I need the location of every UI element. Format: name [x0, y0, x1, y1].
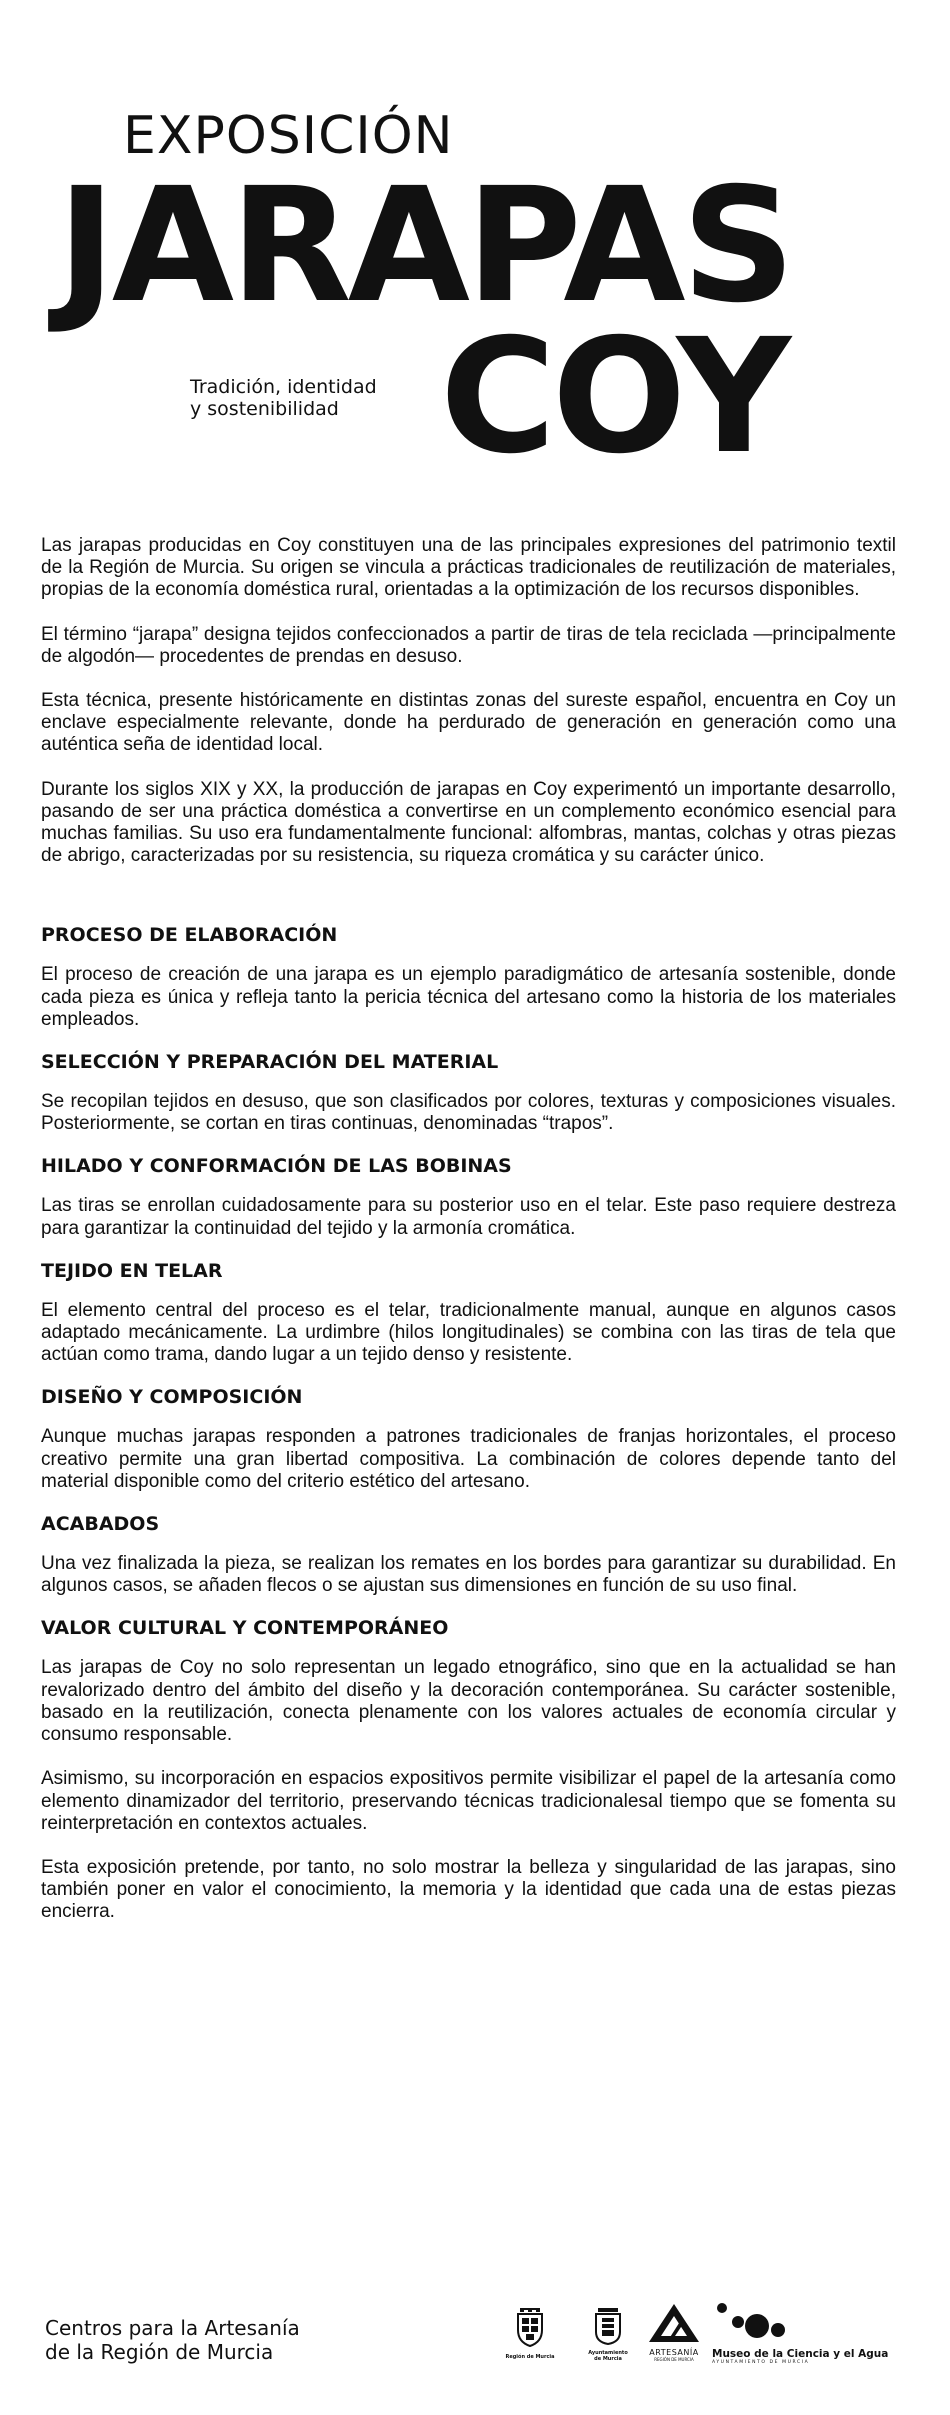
section-tejido — [41, 1259, 896, 1367]
poster-header — [0, 0, 950, 520]
intro-block — [41, 535, 896, 867]
ayuntamiento-crest-icon — [580, 2302, 636, 2346]
section-text-seleccion: Se recopilan tejidos en desuso, que son clasificados por colores, texturas y composiciones visuales. Posteriormente, se cortan en tiras continuas, denominadas “trapos”. — [41, 1091, 896, 1135]
centros-line-1: Centros para la Artesanía — [45, 2316, 300, 2340]
centros-artesania-text — [45, 2316, 300, 2364]
section-title-tejido: TEJIDO EN TELAR — [41, 1259, 223, 1282]
tagline-line-2: y sostenibilidad — [190, 398, 339, 420]
section-text-valor-1: Las jarapas de Coy no solo representan un legado etnográfico, sino que en la actualidad se han revalorizado dentro del ámbito del diseño y la decoración contemporánea. Su carácter sostenible, basado en la reutilización, conecta plenamente con los valores actuales de economía circular y consumo responsable. — [41, 1657, 896, 1746]
ayuntamiento-caption-2: de Murcia — [594, 2356, 622, 2362]
museo-dots-icon — [712, 2300, 802, 2340]
poster-body — [41, 535, 896, 1946]
section-text-proceso: El proceso de creación de una jarapa es un ejemplo paradigmático de artesanía sostenible, donde cada pieza es única y refleja tanto la pericia técnica del artesano como la historia de los materiales empleados. — [41, 964, 896, 1030]
artesania-triangle-icon — [645, 2302, 703, 2344]
artesania-caption: ARTESANÍA — [649, 2348, 699, 2357]
section-text-valor-2: Asimismo, su incorporación en espacios expositivos permite visibilizar el papel de la artesanía como elemento dinamizador del territorio, preservando técnicas tradicionalesal tiempo que se fomenta su reinterpretación en contextos actuales. — [41, 1768, 896, 1834]
ayuntamiento-murcia-logo — [580, 2302, 636, 2362]
section-seleccion — [41, 1050, 896, 1135]
section-text-diseno: Aunque muchas jarapas responden a patrones tradicionales de franjas horizontales, el proceso creativo permite una gran libertad compositiva. La combinación de colores depende tanto del material disponible como del criterio estético del artesano. — [41, 1426, 896, 1492]
tagline-line-1: Tradición, identidad — [190, 376, 377, 398]
title-coy: COY — [440, 305, 788, 489]
section-valor — [41, 1616, 896, 1923]
section-hilado — [41, 1154, 896, 1239]
section-title-seleccion: SELECCIÓN Y PREPARACIÓN DEL MATERIAL — [41, 1051, 499, 1074]
region-murcia-caption: Región de Murcia — [505, 2354, 555, 2360]
artesania-subcaption: REGIÓN DE MURCIA — [654, 2357, 694, 2362]
region-murcia-crest-icon — [500, 2302, 560, 2350]
section-diseno — [41, 1385, 896, 1493]
title-jarapas: JARAPAS — [57, 154, 792, 338]
section-title-hilado: HILADO Y CONFORMACIÓN DE LAS BOBINAS — [41, 1155, 512, 1178]
section-text-hilado: Las tiras se enrollan cuidadosamente para su posterior uso en el telar. Este paso requiere destreza para garantizar la continuidad del tejido y la armonía cromática. — [41, 1195, 896, 1239]
intro-paragraph-3: Esta técnica, presente históricamente en distintas zonas del sureste español, encuentra en Coy un enclave especialmente relevante, donde ha perdurado de generación en generación como una auténtica seña de identidad local. — [41, 690, 896, 756]
poster-footer — [0, 2290, 950, 2415]
tagline — [190, 376, 377, 420]
section-title-valor: VALOR CULTURAL Y CONTEMPORÁNEO — [41, 1617, 449, 1640]
museo-subname: AYUNTAMIENTO DE MURCIA — [712, 2360, 810, 2365]
section-text-acabados: Una vez finalizada la pieza, se realizan los remates en los bordes para garantizar su durabilidad. En algunos casos, se añaden flecos o se ajustan sus dimensiones en función de su uso final. — [41, 1553, 896, 1597]
museo-name: Museo de la Ciencia y el Agua — [712, 2348, 889, 2360]
section-title-acabados: ACABADOS — [41, 1513, 160, 1536]
section-title-diseno: DISEÑO Y COMPOSICIÓN — [41, 1386, 303, 1409]
centros-line-2: de la Región de Murcia — [45, 2340, 274, 2364]
section-acabados — [41, 1512, 896, 1597]
intro-paragraph-1: Las jarapas producidas en Coy constituyen una de las principales expresiones del patrimonio textil de la Región de Murcia. Su origen se vincula a prácticas tradicionales de reutilización de materiales, propias de la economía doméstica rural, orientadas a la optimización de los recursos disponibles. — [41, 535, 896, 601]
artesania-logo — [645, 2302, 703, 2362]
section-text-tejido: El elemento central del proceso es el telar, tradicionalmente manual, aunque en algunos casos adaptado mecánicamente. La urdimbre (hilos longitudinales) se combina con las tiras de tela que actúan como trama, dando lugar a un tejido denso y resistente. — [41, 1299, 896, 1366]
exposicion-label: EXPOSICIÓN — [123, 106, 454, 166]
section-title-proceso: PROCESO DE ELABORACIÓN — [41, 924, 338, 947]
section-text-valor-3: Esta exposición pretende, por tanto, no solo mostrar la belleza y singularidad de las jarapas, sino también poner en valor el conocimiento, la memoria y la identidad que cada una de estas piezas encierra. — [41, 1856, 896, 1923]
museo-ciencia-agua-logo — [712, 2300, 889, 2365]
intro-paragraph-4: Durante los siglos XIX y XX, la producción de jarapas en Coy experimentó un importante desarrollo, pasando de ser una práctica doméstica a convertirse en un complemento económico esencial para muchas familias. Su uso era fundamentalmente funcional: alfombras, mantas, colchas y otras piezas de abrigo, caracterizadas por su resistencia, su riqueza cromática y su carácter único. — [41, 778, 896, 867]
region-murcia-logo — [500, 2302, 560, 2362]
ayuntamiento-caption-1: Ayuntamiento — [588, 2350, 628, 2356]
section-proceso — [41, 923, 896, 1031]
intro-paragraph-2: El término “jarapa” designa tejidos confeccionados a partir de tiras de tela reciclada —principalmente de algodón— procedentes de prendas en desuso. — [41, 623, 896, 667]
